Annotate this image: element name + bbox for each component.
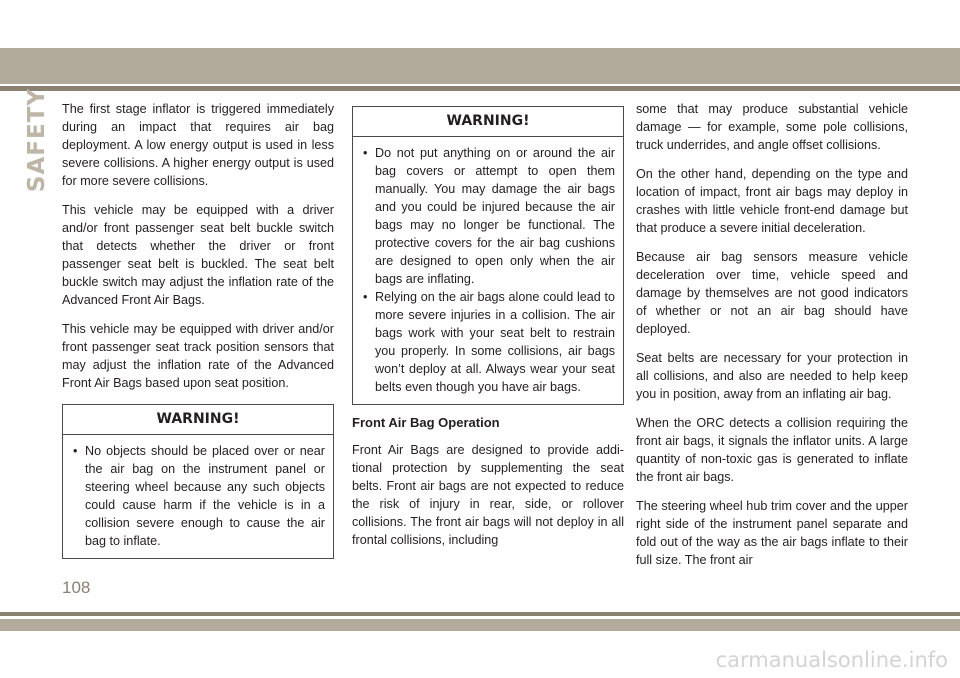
warning-title: WARNING! [353, 107, 623, 137]
column-left [62, 100, 334, 559]
footer-band [0, 619, 960, 631]
warning-box [62, 404, 334, 559]
warning-item: • Do not put anything on or around the air bag covers or attempt to open them manually. You may damage the air bags and you could be injured because the air bags may no longer be functional. The protective covers for the air bag cushions are designed to open only when the air bags are inflating. [361, 144, 615, 288]
column-middle [352, 106, 624, 560]
paragraph: This vehicle may be equipped with a driver and/or front passenger seat belt buckle switch that detects whether the driver or front passenger seat belt is buckled. The seat belt buckle switch may adjust the inflation rate of the Advanced Front Air Bags. [62, 203, 334, 307]
section-tab-label: SAFETY [24, 87, 51, 193]
paragraph: Seat belts are necessary for your protection in all collisions, and also are needed to help keep you in position, away from an inflating air bag. [636, 351, 908, 401]
paragraph: The first stage inflator is triggered immediately during an impact that requires air bag deployment. A low energy output is used in less severe collisions. A higher energy output is used for more severe collisions. [62, 102, 334, 188]
paragraph: When the ORC detects a collision requiring the front air bags, it signals the inflator units. A large quantity of non-toxic gas is generated to inflate the front air bags. [636, 416, 908, 484]
warning-title: WARNING! [63, 405, 333, 435]
warning-list [71, 442, 325, 550]
paragraph: On the other hand, depending on the type and location of impact, front air bags may deploy in crashes with little vehicle front-end damage but that produce a severe initial deceleration. [636, 167, 908, 235]
paragraph: Front Air Bags are designed to provide additional protection by supplementing the seat belts. Front air bags are not expected to reduce the risk of injury in rear, side, or rollover collisions. The front air bags will not deploy in all frontal collisions, including [352, 443, 624, 547]
warning-box [352, 106, 624, 405]
paragraph: Because air bag sensors measure vehicle deceleration over time, vehicle speed and damage by themselves are not good indicators of whether or not an air bag should have deployed. [636, 250, 908, 336]
paragraph: This vehicle may be equipped with driver and/or front passenger seat track position sensors that may adjust the inflation rate of the Advanced Front Air Bags based upon seat position. [62, 322, 334, 390]
header-band [0, 48, 960, 84]
warning-item: • Relying on the air bags alone could lead to more severe injuries in a collision. The air bags work with your seat belt to restrain you properly. In some collisions, air bags won’t deploy at all. Always wear your seat belts even though you have air bags. [361, 288, 615, 396]
watermark-text: carmanualsonline.info [715, 648, 948, 672]
warning-list [361, 144, 615, 396]
paragraph: The steering wheel hub trim cover and the upper right side of the instrument panel separate and fold out of the way as the air bags inflate to their full size. The front air [636, 499, 908, 567]
column-right [636, 100, 908, 580]
footer-rule [0, 612, 960, 616]
header-rule [0, 86, 960, 91]
section-tab [22, 87, 52, 193]
page-number: 108 [62, 578, 91, 597]
paragraph: some that may produce substantial vehicle damage — for example, some pole collisions, truck underrides, and angle offset collisions. [636, 102, 908, 152]
section-heading: Front Air Bag Operation [352, 415, 500, 430]
warning-item: • No objects should be placed over or near the air bag on the instrument panel or steering wheel because any such objects could cause harm if the vehicle is in a collision severe enough to cause the air bag to inflate. [71, 442, 325, 550]
